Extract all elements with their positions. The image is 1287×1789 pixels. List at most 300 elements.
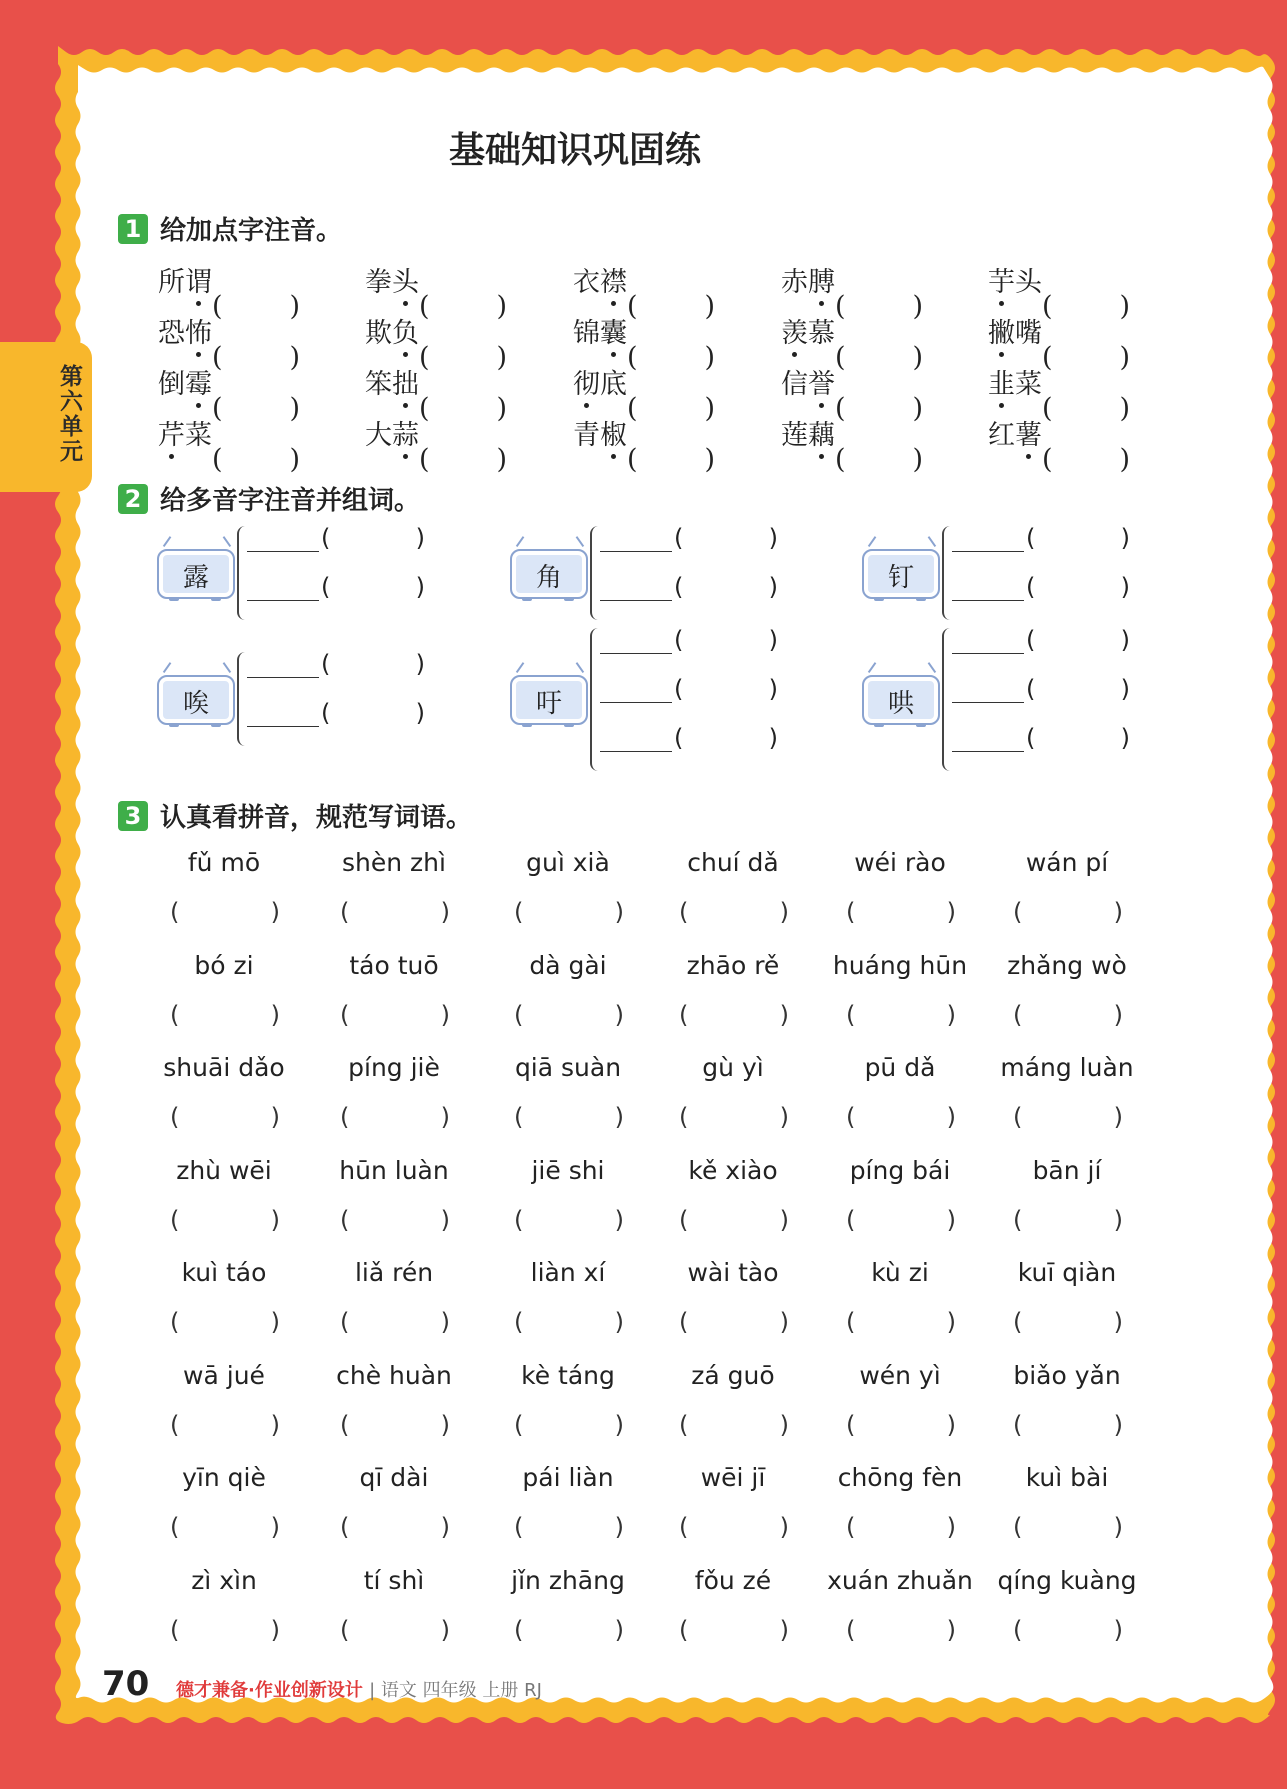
pinyin: wéi rào — [854, 848, 946, 877]
paren-open: ( — [1042, 444, 1053, 475]
polyphone-card — [510, 539, 586, 599]
paren-close: ) — [704, 444, 715, 475]
answer-blank[interactable] — [170, 1001, 280, 1029]
q1-char: 拙 — [392, 362, 419, 401]
paren-open: ( — [1013, 898, 1023, 926]
answer-blank[interactable] — [340, 1308, 450, 1336]
page-title: 基础知识巩固练 — [448, 130, 701, 171]
paren-close: ) — [768, 674, 778, 703]
paren-open: ( — [212, 444, 223, 475]
answer-blank[interactable] — [846, 898, 956, 926]
paren-close: ) — [614, 1000, 624, 1029]
paren-open: ( — [674, 524, 684, 552]
pinyin: píng bái — [849, 1155, 951, 1185]
paren-open: ( — [846, 1513, 856, 1541]
q1-char: 负 — [392, 311, 419, 350]
page-number: 70 — [102, 1664, 150, 1704]
pinyin: pū dǎ — [864, 1053, 936, 1082]
pinyin-blank[interactable] — [321, 524, 425, 552]
paren-close: ) — [440, 1410, 450, 1439]
paren-open: ( — [170, 1615, 180, 1644]
word-line[interactable] — [600, 626, 778, 654]
answer-blank[interactable] — [170, 1616, 280, 1644]
answer-blank[interactable] — [170, 1308, 280, 1336]
paren-close: ) — [440, 1205, 450, 1234]
paren-close: ) — [614, 1205, 624, 1234]
word-blank[interactable] — [952, 580, 1024, 601]
q1-char: 红 — [988, 420, 1015, 451]
answer-blank[interactable] — [514, 1308, 624, 1336]
q1-item — [573, 311, 715, 373]
pinyin-blank[interactable] — [1026, 573, 1130, 601]
paren-close: ) — [1113, 1308, 1123, 1336]
answer-blank[interactable] — [846, 1616, 956, 1644]
paren-open: ( — [846, 1000, 856, 1029]
pinyin: zhù wēi — [176, 1155, 272, 1185]
q1-char: 头 — [1015, 267, 1042, 298]
pinyin: gù yì — [702, 1053, 764, 1082]
pinyin: biǎo yǎn — [1013, 1360, 1121, 1390]
paren-close: ) — [946, 1513, 956, 1541]
pinyin-blank[interactable] — [674, 626, 778, 654]
paren-close: ) — [1120, 625, 1130, 654]
polyphone-char: 唉 — [182, 689, 209, 719]
answer-blank[interactable] — [1013, 1206, 1123, 1234]
pinyin: pái liàn — [522, 1463, 614, 1492]
word-line[interactable] — [247, 650, 425, 678]
paren-close: ) — [1119, 291, 1130, 322]
answer-blank[interactable] — [340, 1513, 450, 1541]
paren-open: ( — [321, 573, 331, 601]
word-blank[interactable] — [952, 682, 1024, 703]
paren-open: ( — [674, 573, 684, 601]
pinyin: shuāi dǎo — [163, 1053, 285, 1082]
paren-close: ) — [779, 1000, 789, 1029]
paren-close: ) — [1119, 342, 1130, 373]
footer-brand-name: 德才兼备·作业创新设计 — [176, 1680, 363, 1701]
paren-open: ( — [419, 291, 430, 322]
tv-foot — [522, 723, 532, 727]
q1-item — [781, 413, 923, 475]
paren-close: ) — [270, 1000, 280, 1029]
pinyin: zá guō — [691, 1360, 775, 1390]
paren-close: ) — [270, 898, 280, 926]
word-line[interactable] — [600, 724, 778, 752]
answer-blank[interactable] — [340, 1206, 450, 1234]
brace — [237, 652, 245, 746]
pinyin: hūn luàn — [339, 1155, 449, 1185]
paren-close: ) — [768, 723, 778, 752]
paren-close: ) — [779, 898, 789, 926]
paren-close: ) — [415, 650, 425, 678]
q1-item — [365, 413, 507, 475]
pinyin-blank[interactable] — [321, 573, 425, 601]
pinyin: qiā suàn — [514, 1053, 622, 1082]
paren-close: ) — [270, 1410, 280, 1439]
answer-blank[interactable] — [846, 1513, 956, 1541]
answer-blank[interactable] — [514, 898, 624, 926]
pinyin-blank[interactable] — [1026, 626, 1130, 654]
answer-blank[interactable] — [340, 1616, 450, 1644]
answer-blank[interactable] — [846, 1206, 956, 1234]
pinyin: chè huàn — [336, 1360, 452, 1390]
answer-blank[interactable] — [679, 1411, 789, 1439]
paren-open: ( — [1026, 674, 1036, 703]
pinyin-blank[interactable] — [1026, 724, 1130, 752]
word-line[interactable] — [952, 626, 1130, 654]
word-line[interactable] — [600, 675, 778, 703]
q1-item — [781, 260, 923, 322]
tv-foot — [874, 597, 884, 601]
pinyin: zhǎng wò — [1007, 950, 1127, 980]
paren-open: ( — [170, 1513, 180, 1541]
answer-blank[interactable] — [1013, 1103, 1123, 1131]
paren-open: ( — [514, 1513, 524, 1541]
answer-blank[interactable] — [340, 1411, 450, 1439]
answer-blank[interactable] — [1013, 898, 1123, 926]
paren-close: ) — [440, 1513, 450, 1541]
word-blank[interactable] — [247, 531, 319, 552]
q1-char: 撇 — [988, 311, 1015, 350]
q1-char: 恐 — [158, 318, 185, 349]
answer-blank[interactable] — [170, 898, 280, 926]
answer-blank[interactable] — [514, 1001, 624, 1029]
paren-close: ) — [289, 444, 300, 475]
paren-close: ) — [496, 393, 507, 424]
section-1-badge: 1 — [118, 214, 148, 244]
tv-foot — [916, 597, 926, 601]
paren-close: ) — [946, 1205, 956, 1234]
pinyin: wén yì — [859, 1360, 941, 1390]
paren-close: ) — [289, 291, 300, 322]
pinyin: qíng kuàng — [997, 1565, 1137, 1595]
paren-close: ) — [946, 1615, 956, 1644]
tv-foot — [522, 597, 532, 601]
answer-blank[interactable] — [846, 1411, 956, 1439]
pinyin: huáng hūn — [832, 950, 968, 980]
paren-open: ( — [835, 393, 846, 424]
q1-char: 彻 — [573, 362, 600, 401]
pinyin: guì xià — [526, 848, 610, 877]
word-blank[interactable] — [600, 682, 672, 703]
paren-close: ) — [779, 1308, 789, 1336]
q1-item — [988, 362, 1130, 424]
q1-item — [573, 362, 715, 424]
q1-char: 薯 — [1015, 413, 1042, 452]
q1-char: 欺 — [365, 318, 392, 349]
pinyin: kuī qiàn — [1017, 1258, 1117, 1287]
paren-close: ) — [1113, 898, 1123, 926]
pinyin: zhāo rě — [686, 950, 780, 980]
q1-char: 谓 — [185, 260, 212, 299]
word-line[interactable] — [952, 675, 1130, 703]
paren-close: ) — [289, 342, 300, 373]
paren-open: ( — [1026, 573, 1036, 601]
word-line[interactable] — [600, 573, 778, 601]
paren-close: ) — [614, 1103, 624, 1131]
word-line[interactable] — [952, 524, 1130, 552]
paren-open: ( — [679, 1103, 689, 1131]
answer-blank[interactable] — [170, 1513, 280, 1541]
paren-open: ( — [627, 342, 638, 373]
paren-open: ( — [846, 1205, 856, 1234]
paren-close: ) — [614, 898, 624, 926]
paren-open: ( — [170, 1205, 180, 1234]
tv-foot — [564, 597, 574, 601]
paren-open: ( — [514, 1410, 524, 1439]
q1-char: 囊 — [600, 311, 627, 350]
tv-foot — [211, 723, 221, 727]
paren-open: ( — [674, 625, 684, 654]
pinyin: táo tuō — [349, 950, 439, 980]
q1-char: 芋 — [988, 260, 1015, 299]
section-1-heading — [118, 210, 342, 247]
pinyin-blank[interactable] — [674, 724, 778, 752]
paren-close: ) — [415, 524, 425, 552]
paren-open: ( — [1013, 1615, 1023, 1644]
pinyin: tí shì — [363, 1565, 425, 1595]
paren-close: ) — [440, 1615, 450, 1644]
paren-open: ( — [674, 723, 684, 752]
answer-blank[interactable] — [170, 1206, 280, 1234]
q1-char: 莲 — [781, 420, 808, 451]
pinyin: bān jí — [1032, 1155, 1102, 1185]
q1-item — [781, 362, 923, 424]
paren-open: ( — [170, 1000, 180, 1029]
paren-close: ) — [1113, 1000, 1123, 1029]
answer-blank[interactable] — [340, 898, 450, 926]
paren-close: ) — [912, 342, 923, 373]
word-blank[interactable] — [952, 531, 1024, 552]
paren-open: ( — [679, 1000, 689, 1029]
paren-open: ( — [514, 1000, 524, 1029]
pinyin: kè táng — [521, 1360, 615, 1390]
word-line[interactable] — [247, 573, 425, 601]
brace — [942, 526, 950, 620]
pinyin-blank[interactable] — [674, 573, 778, 601]
paren-open: ( — [1042, 393, 1053, 424]
paren-close: ) — [1113, 1615, 1123, 1644]
answer-blank[interactable] — [1013, 1616, 1123, 1644]
q1-item — [781, 311, 923, 373]
q1-char: 赤 — [781, 267, 808, 298]
polyphone-card — [510, 665, 586, 725]
polyphone-char: 角 — [535, 563, 562, 593]
answer-blank[interactable] — [514, 1206, 624, 1234]
paren-close: ) — [779, 1513, 789, 1541]
q1-item — [158, 311, 300, 373]
answer-blank[interactable] — [514, 1616, 624, 1644]
tv-foot — [169, 597, 179, 601]
word-blank[interactable] — [600, 633, 672, 654]
word-blank[interactable] — [600, 731, 672, 752]
paren-open: ( — [835, 444, 846, 475]
paren-close: ) — [946, 1000, 956, 1029]
paren-close: ) — [1113, 1205, 1123, 1234]
word-blank[interactable] — [600, 580, 672, 601]
paren-open: ( — [170, 1410, 180, 1439]
answer-blank[interactable] — [846, 1308, 956, 1336]
answer-blank[interactable] — [514, 1411, 624, 1439]
answer-blank[interactable] — [340, 1001, 450, 1029]
paren-close: ) — [1120, 723, 1130, 752]
paren-close: ) — [704, 291, 715, 322]
answer-blank[interactable] — [679, 1001, 789, 1029]
answer-blank[interactable] — [679, 1616, 789, 1644]
paren-close: ) — [946, 1410, 956, 1439]
word-line[interactable] — [247, 699, 425, 727]
word-line[interactable] — [952, 724, 1130, 752]
paren-close: ) — [614, 1410, 624, 1439]
answer-blank[interactable] — [679, 1103, 789, 1131]
word-blank[interactable] — [952, 633, 1024, 654]
q1-char: 菜 — [185, 420, 212, 451]
paren-close: ) — [779, 1615, 789, 1644]
paren-open: ( — [627, 291, 638, 322]
pinyin-blank[interactable] — [321, 650, 425, 678]
pinyin: wēi jī — [700, 1463, 766, 1492]
paren-close: ) — [1119, 393, 1130, 424]
q1-item — [988, 413, 1130, 475]
answer-blank[interactable] — [679, 1206, 789, 1234]
paren-open: ( — [1013, 1410, 1023, 1439]
paren-close: ) — [440, 1308, 450, 1336]
answer-blank[interactable] — [340, 1103, 450, 1131]
pinyin: shèn zhì — [342, 848, 446, 877]
answer-blank[interactable] — [679, 898, 789, 926]
paren-open: ( — [1013, 1205, 1023, 1234]
polyphone-char: 露 — [182, 563, 209, 593]
q1-item — [158, 362, 300, 424]
answer-blank[interactable] — [846, 1103, 956, 1131]
section-1-title: 给加点字注音。 — [160, 216, 343, 246]
paren-close: ) — [1120, 674, 1130, 703]
word-blank[interactable] — [247, 657, 319, 678]
section-2-badge: 2 — [118, 484, 148, 514]
paren-close: ) — [270, 1205, 280, 1234]
word-blank[interactable] — [247, 706, 319, 727]
answer-blank[interactable] — [170, 1103, 280, 1131]
q1-item — [365, 362, 507, 424]
paren-close: ) — [1119, 444, 1130, 475]
q1-char: 大 — [365, 420, 392, 451]
answer-blank[interactable] — [846, 1001, 956, 1029]
tv-foot — [211, 597, 221, 601]
pinyin: kě xiào — [688, 1155, 778, 1185]
paren-open: ( — [340, 1410, 350, 1439]
brace — [942, 628, 950, 771]
pinyin-blank[interactable] — [1026, 524, 1130, 552]
word-blank[interactable] — [952, 731, 1024, 752]
pinyin-blank[interactable] — [674, 524, 778, 552]
pinyin-blank[interactable] — [1026, 675, 1130, 703]
paren-close: ) — [1120, 573, 1130, 601]
answer-blank[interactable] — [679, 1513, 789, 1541]
answer-blank[interactable] — [514, 1513, 624, 1541]
paren-open: ( — [514, 898, 524, 926]
q1-item — [573, 260, 715, 322]
section-2-heading — [118, 480, 420, 517]
paren-close: ) — [704, 342, 715, 373]
paren-open: ( — [679, 898, 689, 926]
answer-blank[interactable] — [514, 1103, 624, 1131]
pinyin: píng jiè — [348, 1053, 440, 1082]
paren-close: ) — [270, 1308, 280, 1336]
pinyin-blank[interactable] — [321, 699, 425, 727]
answer-blank[interactable] — [1013, 1001, 1123, 1029]
paren-open: ( — [846, 1615, 856, 1644]
paren-open: ( — [321, 650, 331, 678]
paren-close: ) — [496, 444, 507, 475]
word-blank[interactable] — [247, 580, 319, 601]
pinyin: jǐn zhāng — [511, 1565, 625, 1595]
paren-close: ) — [946, 1308, 956, 1336]
answer-blank[interactable] — [679, 1308, 789, 1336]
paren-open: ( — [846, 898, 856, 926]
q1-char: 椒 — [600, 413, 627, 452]
q1-char: 所 — [158, 267, 185, 298]
q1-item — [158, 260, 300, 322]
paren-open: ( — [1026, 625, 1036, 654]
q1-char: 倒 — [158, 369, 185, 400]
paren-close: ) — [415, 699, 425, 727]
q1-item — [573, 413, 715, 475]
polyphone-char: 吁 — [535, 689, 562, 719]
paren-close: ) — [768, 625, 778, 654]
word-line[interactable] — [247, 524, 425, 552]
section-3-badge: 3 — [118, 801, 148, 831]
paren-close: ) — [704, 393, 715, 424]
answer-blank[interactable] — [1013, 1308, 1123, 1336]
paren-open: ( — [212, 393, 223, 424]
polyphone-char: 钉 — [887, 563, 914, 593]
answer-blank[interactable] — [1013, 1411, 1123, 1439]
pinyin: fǒu zé — [694, 1565, 772, 1595]
unit-tab: 第六单元 — [0, 342, 92, 492]
pinyin: kù zi — [871, 1258, 929, 1287]
paren-open: ( — [1013, 1308, 1023, 1336]
paren-close: ) — [440, 898, 450, 926]
paren-open: ( — [627, 444, 638, 475]
q1-item — [158, 413, 300, 475]
paren-open: ( — [340, 1513, 350, 1541]
paren-close: ) — [946, 898, 956, 926]
paren-open: ( — [1013, 1103, 1023, 1131]
paren-close: ) — [270, 1103, 280, 1131]
word-line[interactable] — [952, 573, 1130, 601]
brace — [237, 526, 245, 620]
q1-char: 菜 — [1015, 369, 1042, 400]
paren-open: ( — [835, 342, 846, 373]
paren-open: ( — [419, 342, 430, 373]
answer-blank[interactable] — [1013, 1513, 1123, 1541]
pinyin-blank[interactable] — [674, 675, 778, 703]
paren-open: ( — [514, 1308, 524, 1336]
word-blank[interactable] — [600, 531, 672, 552]
word-line[interactable] — [600, 524, 778, 552]
q1-char: 笨 — [365, 369, 392, 400]
q1-item — [988, 260, 1130, 322]
pinyin: xuán zhuǎn — [827, 1565, 973, 1595]
paren-open: ( — [679, 1410, 689, 1439]
q1-char: 慕 — [808, 318, 835, 349]
q1-char: 锦 — [573, 318, 600, 349]
brace — [590, 526, 598, 620]
answer-blank[interactable] — [170, 1411, 280, 1439]
pinyin: máng luàn — [1000, 1053, 1134, 1082]
paren-open: ( — [679, 1615, 689, 1644]
pinyin: bó zi — [194, 950, 254, 980]
